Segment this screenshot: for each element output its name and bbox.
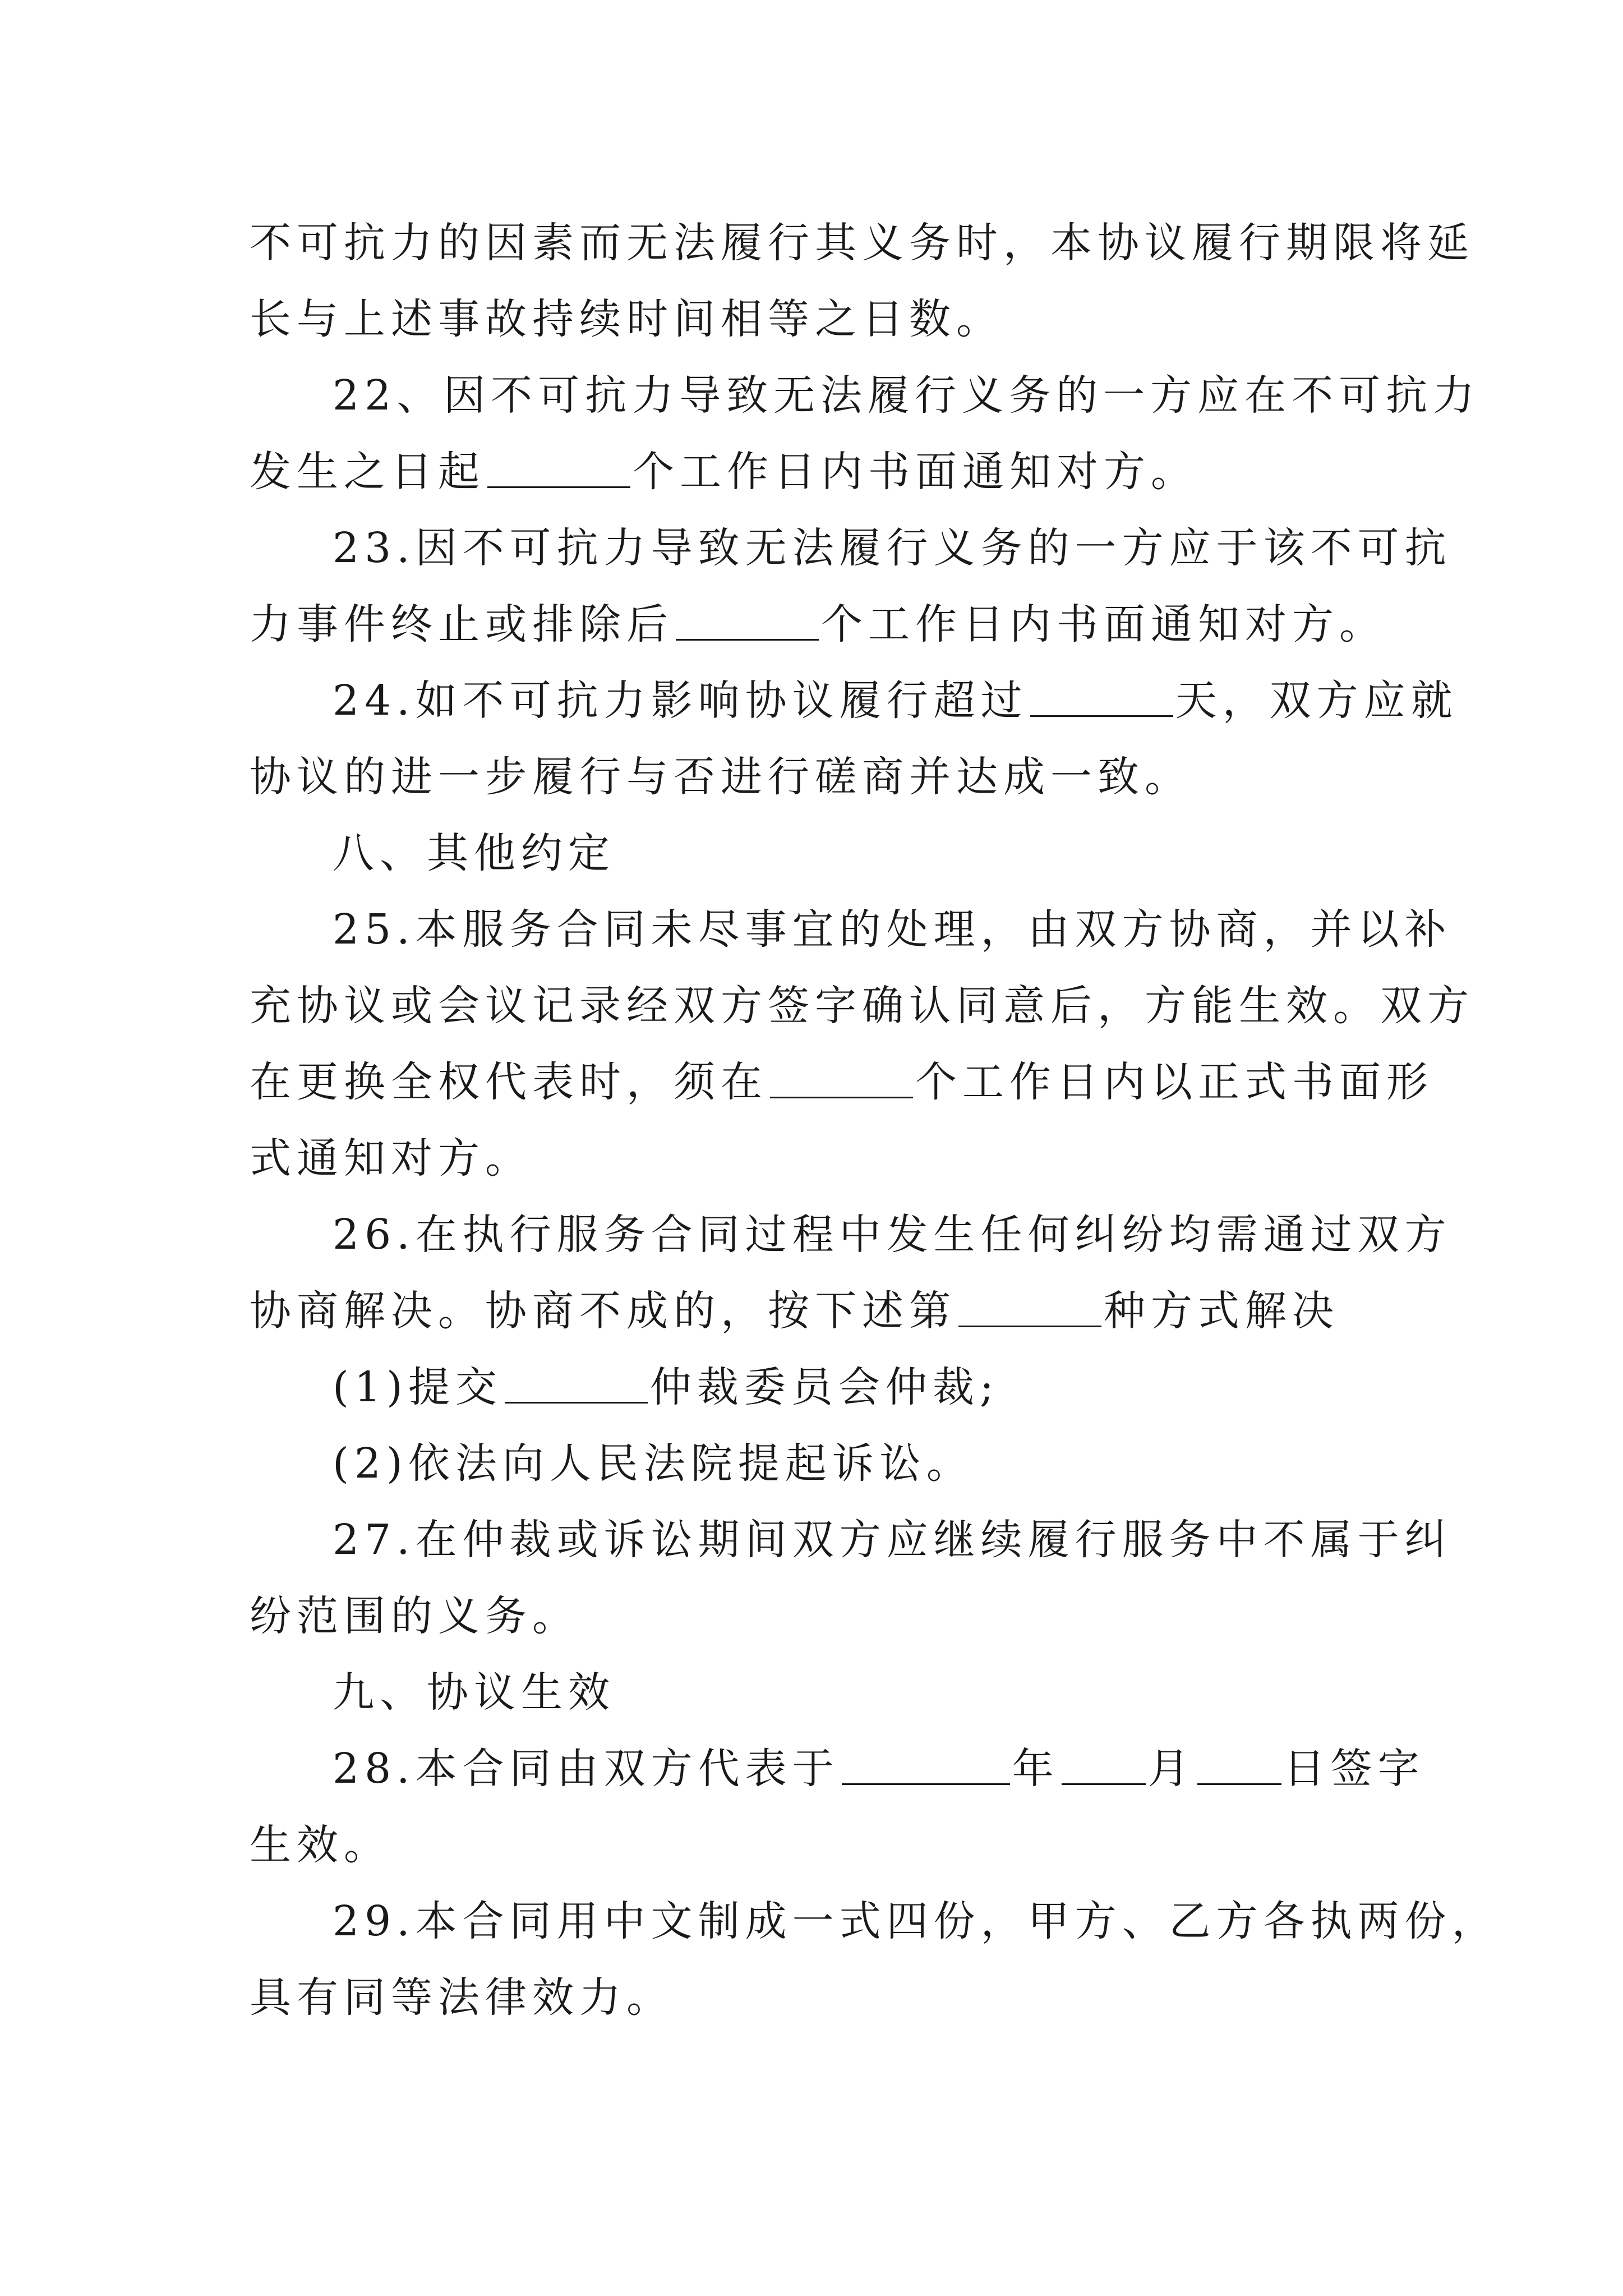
fill-in-blank[interactable] — [1030, 675, 1173, 717]
clause-25-line-2 — [250, 968, 1474, 1044]
text-segment: 纷范围的义务。 — [250, 1592, 579, 1640]
text-segment: 24.如不可抗力影响协议履行超过 — [333, 677, 1028, 725]
text-segment: 25.本服务合同未尽事宜的处理，由双方协商，并以补 — [333, 905, 1452, 954]
fill-in-blank[interactable] — [676, 599, 819, 641]
text-segment: 协议的进一步履行与否进行磋商并达成一致。 — [250, 753, 1192, 801]
text-segment: 式通知对方。 — [250, 1134, 532, 1182]
text-segment: 个工作日内书面通知对方。 — [821, 600, 1386, 648]
text-segment: 28.本合同由双方代表于 — [333, 1745, 840, 1793]
text-segment: 仲裁委员会仲裁; — [649, 1363, 999, 1411]
text-segment: 个工作日内书面通知对方。 — [633, 448, 1198, 496]
day-blank[interactable] — [1197, 1743, 1281, 1785]
text-segment: 不可抗力的因素而无法履行其义务时，本协议履行期限将延 — [250, 219, 1474, 267]
text-segment: (2)依法向人民法院提起诉讼。 — [333, 1439, 974, 1488]
text-line — [250, 281, 1388, 357]
text-segment: 在更换全权代表时，须在 — [250, 1058, 768, 1106]
month-blank[interactable] — [1062, 1743, 1146, 1785]
clause-26-line-1 — [250, 1197, 1452, 1273]
text-segment: 29.本合同用中文制成一式四份，甲方、乙方各执两份， — [333, 1897, 1499, 1945]
clause-24-line-1 — [250, 662, 1458, 739]
fill-in-blank[interactable] — [770, 1056, 913, 1098]
clause-26-line-2 — [250, 1273, 1388, 1349]
clause-27-line-2 — [250, 1578, 1388, 1654]
clause-23-line-2 — [250, 586, 1388, 662]
text-segment: 22、因不可抗力导致无法履行义务的一方应在不可抗力 — [333, 371, 1481, 420]
text-segment: 23.因不可抗力导致无法履行义务的一方应于该不可抗 — [333, 524, 1452, 572]
clause-28-line-1 — [250, 1731, 1425, 1807]
clause-29-line-1 — [250, 1883, 1499, 1959]
clause-26-option-2 — [250, 1425, 1388, 1502]
text-segment: 个工作日内以正式书面形 — [915, 1058, 1433, 1106]
clause-29-line-2 — [250, 1959, 1388, 2036]
heading-text: 八、其他约定 — [333, 829, 615, 877]
section-heading-8 — [250, 815, 1388, 891]
text-segment: 生效。 — [250, 1821, 391, 1869]
year-blank[interactable] — [842, 1743, 1010, 1785]
clause-22-line-2 — [250, 434, 1388, 510]
text-segment: 月 — [1147, 1745, 1195, 1793]
text-segment: 长与上述事故持续时间相等之日数。 — [250, 295, 1003, 343]
text-segment: 27.在仲裁或诉讼期间双方应继续履行服务中不属于纠 — [333, 1516, 1452, 1564]
fill-in-blank[interactable] — [958, 1285, 1101, 1327]
text-segment: 种方式解决 — [1104, 1287, 1339, 1335]
text-segment: 日签字 — [1283, 1745, 1425, 1793]
clause-24-line-2 — [250, 739, 1388, 815]
fill-in-blank[interactable] — [487, 446, 630, 488]
text-segment: 26.在执行服务合同过程中发生任何纠纷均需通过双方 — [333, 1211, 1452, 1259]
text-segment: 具有同等法律效力。 — [250, 1973, 674, 2022]
section-heading-9 — [250, 1654, 1388, 1731]
text-segment: 协商解决。协商不成的，按下述第 — [250, 1287, 956, 1335]
clause-25-line-3 — [250, 1044, 1433, 1120]
heading-text: 九、协议生效 — [333, 1668, 615, 1717]
clause-28-line-2 — [250, 1807, 1388, 1883]
text-segment: 年 — [1012, 1745, 1059, 1793]
text-segment: (1)提交 — [333, 1363, 502, 1411]
clause-22-line-1 — [250, 357, 1481, 434]
clause-25-line-1 — [250, 891, 1452, 968]
clause-26-option-1 — [250, 1349, 1388, 1425]
clause-23-line-1 — [250, 510, 1452, 586]
fill-in-blank[interactable] — [505, 1361, 648, 1404]
document-page — [250, 205, 1499, 2036]
text-segment: 充协议或会议记录经双方签字确认同意后，方能生效。双方 — [250, 982, 1474, 1030]
text-segment: 力事件终止或排除后 — [250, 600, 674, 648]
text-segment: 天，双方应就 — [1175, 677, 1458, 725]
clause-27-line-1 — [250, 1502, 1452, 1578]
text-segment: 发生之日起 — [250, 448, 485, 496]
clause-25-line-4 — [250, 1120, 1388, 1197]
text-line — [250, 205, 1474, 281]
